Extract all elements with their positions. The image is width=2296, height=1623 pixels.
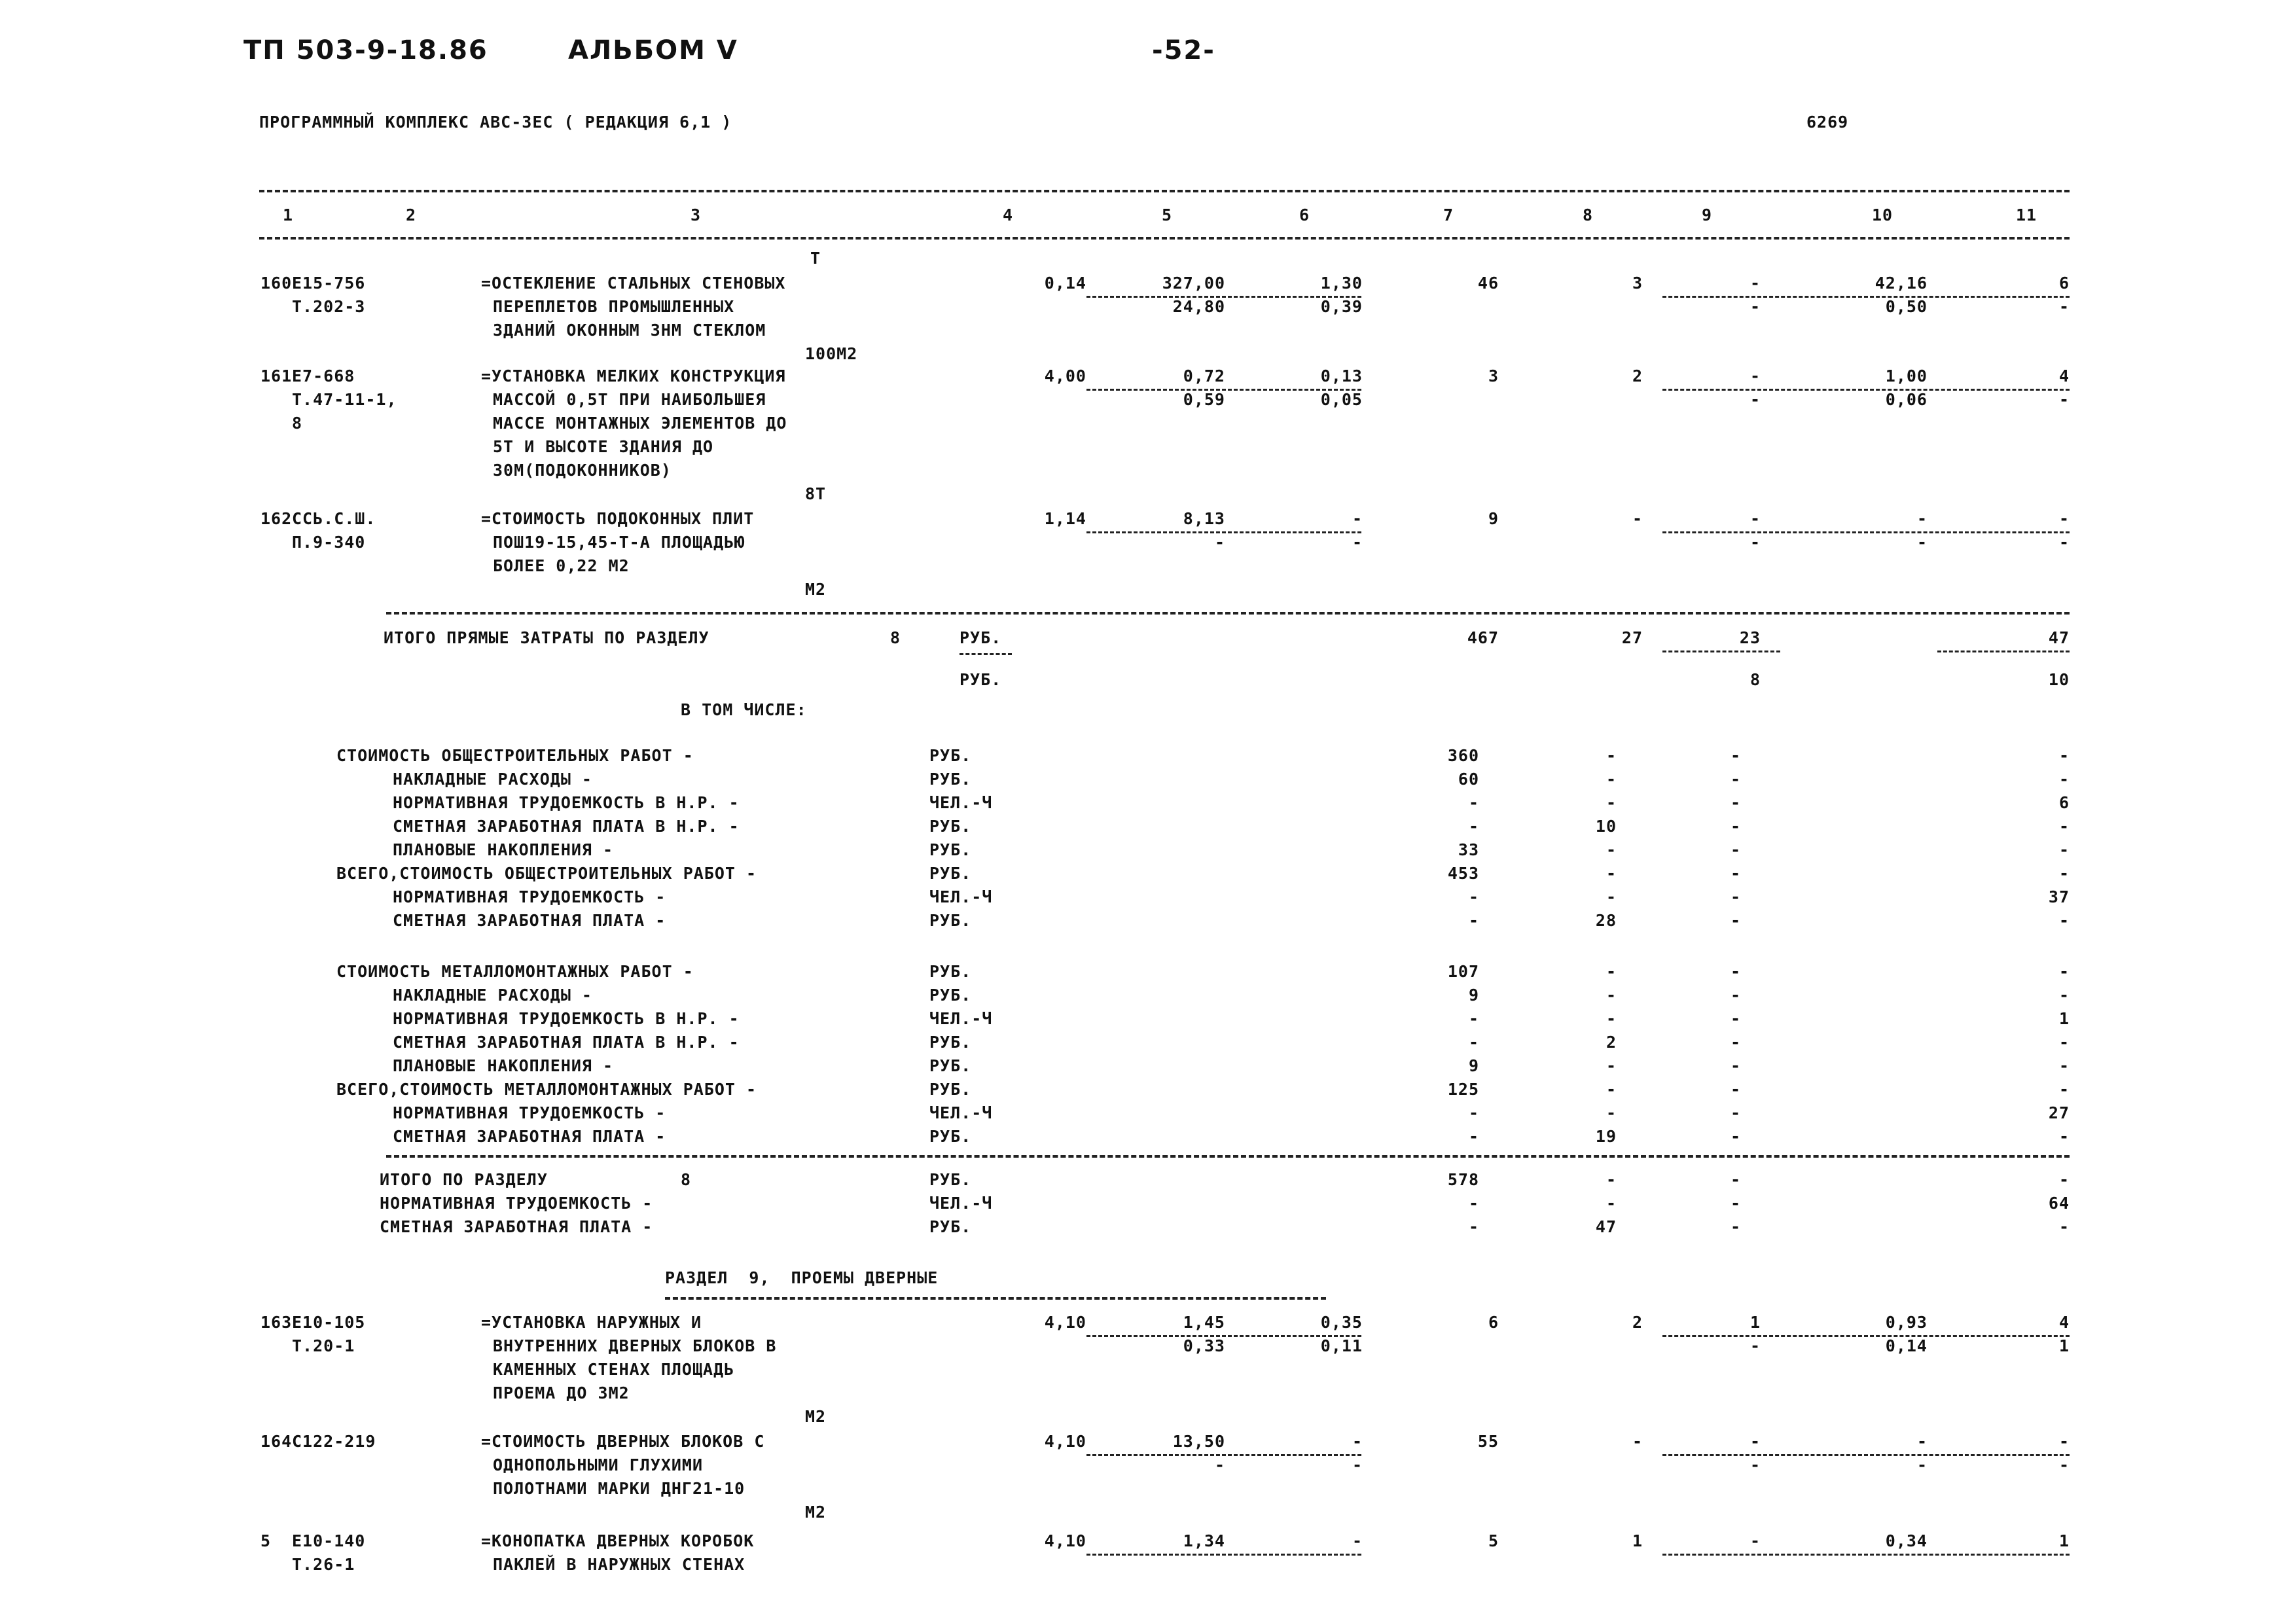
unit-price-sub: 0,33 bbox=[1183, 1336, 1225, 1355]
labor-total: - bbox=[2058, 1127, 2070, 1146]
unit: РУБ. bbox=[929, 864, 972, 883]
total-wage: 1 bbox=[1632, 1531, 1643, 1550]
total-cost: - bbox=[1468, 1103, 1479, 1122]
machine-cost: - bbox=[1730, 1127, 1741, 1146]
total-cost: 125 bbox=[1447, 1080, 1479, 1099]
summary-label: НАКЛАДНЫЕ РАСХОДЫ - bbox=[393, 986, 592, 1005]
item-code: Е7-668 bbox=[292, 366, 355, 385]
total-wage: 3 bbox=[1632, 274, 1643, 293]
column-number: 9 bbox=[1702, 205, 1713, 224]
item-number: 163 bbox=[260, 1313, 293, 1332]
total-wage: 19 bbox=[1595, 1127, 1617, 1146]
total-cost: - bbox=[1468, 911, 1479, 930]
item-description: =УСТАНОВКА МЕЛКИХ КОНСТРУКЦИЯ bbox=[481, 366, 786, 385]
machine-cost: - bbox=[1749, 509, 1761, 528]
unit-wage: - bbox=[1352, 1432, 1363, 1451]
item-unit: М2 bbox=[805, 1503, 827, 1522]
item-unit: 8Т bbox=[805, 484, 827, 503]
item-code: Т.47-11-1, bbox=[292, 390, 397, 409]
total-cost: - bbox=[1468, 793, 1479, 812]
total-cost: 107 bbox=[1447, 962, 1479, 981]
labor-total: - bbox=[2058, 1056, 2070, 1075]
unit: РУБ. bbox=[929, 911, 972, 930]
machine-cost: - bbox=[1730, 817, 1741, 836]
machine-cost: - bbox=[1730, 986, 1741, 1005]
summary-label: СМЕТНАЯ ЗАРАБОТНАЯ ПЛАТА - bbox=[393, 911, 666, 930]
unit: РУБ. bbox=[960, 628, 1002, 647]
unit: РУБ. bbox=[929, 1170, 972, 1189]
summary-label: ВСЕГО,СТОИМОСТЬ МЕТАЛЛОМОНТАЖНЫХ РАБОТ - bbox=[336, 1080, 757, 1099]
total-direct-label: ИТОГО ПРЯМЫЕ ЗАТРАТЫ ПО РАЗДЕЛУ bbox=[384, 628, 709, 647]
labor-total: 6 bbox=[2058, 793, 2070, 812]
total-wage: 2 bbox=[1632, 1313, 1643, 1332]
summary-label: СМЕТНАЯ ЗАРАБОТНАЯ ПЛАТА - bbox=[380, 1217, 653, 1236]
unit-price: 1,45 bbox=[1183, 1313, 1225, 1332]
cell-rule bbox=[1662, 651, 1780, 652]
item-quantity: 4,00 bbox=[1044, 366, 1086, 385]
summary-label: НОРМАТИВНАЯ ТРУДОЕМКОСТЬ В Н.Р. - bbox=[393, 1009, 740, 1028]
total-cost: 467 bbox=[1467, 628, 1499, 647]
item-unit: М2 bbox=[805, 580, 827, 599]
total-cost: - bbox=[1468, 1033, 1479, 1052]
total-cost: - bbox=[1468, 1009, 1479, 1028]
document-id: 6269 bbox=[1806, 113, 1849, 132]
item-code: Т.202-3 bbox=[292, 297, 366, 316]
unit: ЧЕЛ.-Ч bbox=[929, 1194, 993, 1213]
column-number: 10 bbox=[1872, 205, 1893, 224]
column-number: 5 bbox=[1162, 205, 1173, 224]
program-title: ПРОГРАММНЫЙ КОМПЛЕКС АВС-3ЕС ( РЕДАКЦИЯ 6,1 ) bbox=[259, 113, 732, 132]
unit-wage-sub: - bbox=[1352, 1455, 1363, 1474]
labor-total-sub: - bbox=[2058, 297, 2070, 316]
labor-unit-sub: 0,14 bbox=[1885, 1336, 1928, 1355]
summary-label: ПЛАНОВЫЕ НАКОПЛЕНИЯ - bbox=[393, 840, 614, 859]
total-wage: - bbox=[1632, 1432, 1643, 1451]
unit-wage: 0,35 bbox=[1320, 1313, 1363, 1332]
total-wage: - bbox=[1605, 864, 1617, 883]
unit: ЧЕЛ.-Ч bbox=[929, 1009, 993, 1028]
labor-total: 27 bbox=[2048, 1103, 2070, 1122]
unit-price: 0,72 bbox=[1183, 366, 1225, 385]
summary-label: СМЕТНАЯ ЗАРАБОТНАЯ ПЛАТА В Н.Р. - bbox=[393, 1033, 740, 1052]
total-cost: 3 bbox=[1488, 366, 1499, 385]
total-cost: - bbox=[1468, 1127, 1479, 1146]
summary-label: ИТОГО ПО РАЗДЕЛУ bbox=[380, 1170, 548, 1189]
total-wage: 2 bbox=[1605, 1033, 1617, 1052]
section-underline bbox=[665, 1297, 1326, 1300]
unit-price-sub: 0,59 bbox=[1183, 390, 1225, 409]
unit-price: 327,00 bbox=[1162, 274, 1225, 293]
summary-label: СМЕТНАЯ ЗАРАБОТНАЯ ПЛАТА В Н.Р. - bbox=[393, 817, 740, 836]
machine-cost: - bbox=[1730, 770, 1741, 789]
item-description: ПРОЕМА ДО 3М2 bbox=[493, 1383, 630, 1402]
machine-cost-sub: - bbox=[1749, 297, 1761, 316]
item-number: 5 bbox=[260, 1531, 272, 1550]
labor-total: - bbox=[2058, 1170, 2070, 1189]
column-number: 2 bbox=[406, 205, 417, 224]
unit: РУБ. bbox=[929, 962, 972, 981]
machine-cost: - bbox=[1730, 864, 1741, 883]
labor-unit: - bbox=[1916, 509, 1928, 528]
total-cost: 6 bbox=[1488, 1313, 1499, 1332]
machine-cost: - bbox=[1730, 962, 1741, 981]
unit: РУБ. bbox=[929, 986, 972, 1005]
unit: РУБ. bbox=[929, 1056, 972, 1075]
item-number: 161 bbox=[260, 366, 293, 385]
total-wage: - bbox=[1605, 793, 1617, 812]
column-number: 7 bbox=[1443, 205, 1454, 224]
item-quantity: 4,10 bbox=[1044, 1531, 1086, 1550]
including-label: В ТОМ ЧИСЛЕ: bbox=[681, 700, 807, 719]
labor-total: 1 bbox=[2058, 1531, 2070, 1550]
labor-unit: - bbox=[1916, 1432, 1928, 1451]
item-code: Е10-105 bbox=[292, 1313, 366, 1332]
total-cost: 46 bbox=[1477, 274, 1499, 293]
item-description: =КОНОПАТКА ДВЕРНЫХ КОРОБОК bbox=[481, 1531, 755, 1550]
summary-label: НОРМАТИВНАЯ ТРУДОЕМКОСТЬ - bbox=[393, 887, 666, 906]
unit: РУБ. bbox=[929, 746, 972, 765]
item-code: Т.26-1 bbox=[292, 1555, 355, 1574]
machine-cost: - bbox=[1730, 1080, 1741, 1099]
machine-cost: - bbox=[1730, 911, 1741, 930]
summary-label: НОРМАТИВНАЯ ТРУДОЕМКОСТЬ В Н.Р. - bbox=[393, 793, 740, 812]
summary-label: СТОИМОСТЬ МЕТАЛЛОМОНТАЖНЫХ РАБОТ - bbox=[336, 962, 694, 981]
unit: РУБ. bbox=[960, 670, 1002, 689]
unit: РУБ. bbox=[929, 817, 972, 836]
item-description: =СТОИМОСТЬ ДВЕРНЫХ БЛОКОВ С bbox=[481, 1432, 765, 1451]
unit-wage: 1,30 bbox=[1320, 274, 1363, 293]
machine-cost-sub: - bbox=[1749, 390, 1761, 409]
total-cost: 55 bbox=[1477, 1432, 1499, 1451]
total-cost: 578 bbox=[1447, 1170, 1479, 1189]
machine-cost: - bbox=[1749, 1531, 1761, 1550]
labor-unit: 0,34 bbox=[1885, 1531, 1928, 1550]
total-cost: 360 bbox=[1447, 746, 1479, 765]
total-wage: - bbox=[1605, 1009, 1617, 1028]
cell-rule bbox=[1662, 1554, 2070, 1556]
total-wage: - bbox=[1605, 986, 1617, 1005]
total-cost: 60 bbox=[1458, 770, 1479, 789]
item-unit: М2 bbox=[805, 1407, 827, 1426]
total-wage: - bbox=[1605, 887, 1617, 906]
machine-cost: - bbox=[1730, 1103, 1741, 1122]
unit-wage-sub: 0,39 bbox=[1320, 297, 1363, 316]
labor-total: - bbox=[2058, 986, 2070, 1005]
column-number: 1 bbox=[283, 205, 294, 224]
item-description: ОДНОПОЛЬНЫМИ ГЛУХИМИ bbox=[493, 1455, 704, 1474]
machine-cost: - bbox=[1730, 746, 1741, 765]
labor-total: 6 bbox=[2058, 274, 2070, 293]
labor-total: - bbox=[2058, 1080, 2070, 1099]
item-description: КАМЕННЫХ СТЕНАХ ПЛОЩАДЬ bbox=[493, 1360, 735, 1379]
unit-price-sub: - bbox=[1214, 533, 1225, 552]
total-wage: - bbox=[1605, 770, 1617, 789]
labor-total: 1 bbox=[2058, 1009, 2070, 1028]
total-cost: - bbox=[1468, 817, 1479, 836]
unit-price: 1,34 bbox=[1183, 1531, 1225, 1550]
total-cost: - bbox=[1468, 1194, 1479, 1213]
machine-cost-sub: - bbox=[1749, 1336, 1761, 1355]
item-description: 30М(ПОДОКОННИКОВ) bbox=[493, 461, 672, 480]
item-description: ПОШ19-15,45-Т-А ПЛОЩАДЬЮ bbox=[493, 533, 745, 552]
machine-cost: 1 bbox=[1749, 1313, 1761, 1332]
item-description: =УСТАНОВКА НАРУЖНЫХ И bbox=[481, 1313, 702, 1332]
total-wage: - bbox=[1605, 1194, 1617, 1213]
machine-cost: - bbox=[1730, 1217, 1741, 1236]
total-cost: 453 bbox=[1447, 864, 1479, 883]
item-description: ПАКЛЕЙ В НАРУЖНЫХ СТЕНАХ bbox=[493, 1555, 745, 1574]
item-quantity: 0,14 bbox=[1044, 274, 1086, 293]
labor-total: - bbox=[2058, 1217, 2070, 1236]
labor-total: - bbox=[2058, 770, 2070, 789]
labor-unit: 1,00 bbox=[1885, 366, 1928, 385]
cell-rule bbox=[960, 653, 1012, 655]
machine-cost: - bbox=[1730, 793, 1741, 812]
labor-unit-sub: 0,50 bbox=[1885, 297, 1928, 316]
item-code: ССЬ.С.Ш. bbox=[292, 509, 376, 528]
item-description: =ОСТЕКЛЕНИЕ СТАЛЬНЫХ СТЕНОВЫХ bbox=[481, 274, 786, 293]
unit-price-sub: - bbox=[1214, 1455, 1225, 1474]
item-quantity: 1,14 bbox=[1044, 509, 1086, 528]
rule-header bbox=[259, 237, 2070, 240]
item-number: 164 bbox=[260, 1432, 293, 1451]
unit: РУБ. bbox=[929, 1033, 972, 1052]
item-code: Т.20-1 bbox=[292, 1336, 355, 1355]
column-number: 3 bbox=[691, 205, 702, 224]
item-description: ЗДАНИЙ ОКОННЫМ ЗНМ СТЕКЛОМ bbox=[493, 321, 766, 340]
total-cost: - bbox=[1468, 887, 1479, 906]
item-description: =СТОИМОСТЬ ПОДОКОННЫХ ПЛИТ bbox=[481, 509, 755, 528]
item-number: 162 bbox=[260, 509, 293, 528]
item-number: 160 bbox=[260, 274, 293, 293]
machine-cost: - bbox=[1730, 887, 1741, 906]
machine-cost: - bbox=[1730, 1033, 1741, 1052]
column-number: 11 bbox=[2016, 205, 2037, 224]
labor-total-sub: 1 bbox=[2058, 1336, 2070, 1355]
item-code: С122-219 bbox=[292, 1432, 376, 1451]
machine-cost: - bbox=[1730, 1056, 1741, 1075]
labor-total-sub: 10 bbox=[2048, 670, 2070, 689]
unit-wage-sub: 0,05 bbox=[1320, 390, 1363, 409]
labor-total: - bbox=[2058, 911, 2070, 930]
item-code: 8 bbox=[292, 414, 303, 433]
labor-unit-sub: - bbox=[1916, 533, 1928, 552]
total-cost: 33 bbox=[1458, 840, 1479, 859]
summary-label: СМЕТНАЯ ЗАРАБОТНАЯ ПЛАТА - bbox=[393, 1127, 666, 1146]
column-number: 6 bbox=[1299, 205, 1310, 224]
labor-total-sub: - bbox=[2058, 390, 2070, 409]
document-code: ТП 503-9-18.86 bbox=[243, 35, 488, 65]
section-heading: РАЗДЕЛ 9, ПРОЕМЫ ДВЕРНЫЕ bbox=[665, 1268, 939, 1287]
machine-cost: 23 bbox=[1739, 628, 1761, 647]
total-wage: - bbox=[1605, 962, 1617, 981]
total-wage: 47 bbox=[1595, 1217, 1617, 1236]
item-description: ВНУТРЕННИХ ДВЕРНЫХ БЛОКОВ В bbox=[493, 1336, 777, 1355]
total-cost: 9 bbox=[1468, 986, 1479, 1005]
machine-cost: - bbox=[1730, 1009, 1741, 1028]
labor-total: - bbox=[2058, 1033, 2070, 1052]
machine-cost: - bbox=[1730, 840, 1741, 859]
unit-wage-sub: - bbox=[1352, 533, 1363, 552]
item-unit: 100М2 bbox=[805, 344, 858, 363]
item-description: ПЕРЕПЛЕТОВ ПРОМЫШЛЕННЫХ bbox=[493, 297, 735, 316]
unit-wage: 0,13 bbox=[1320, 366, 1363, 385]
total-wage: - bbox=[1605, 840, 1617, 859]
column-number: 4 bbox=[1003, 205, 1014, 224]
item-code: П.9-340 bbox=[292, 533, 366, 552]
machine-cost: - bbox=[1730, 1170, 1741, 1189]
total-cost: 9 bbox=[1488, 509, 1499, 528]
column-number: 8 bbox=[1583, 205, 1594, 224]
summary-label: СТОИМОСТЬ ОБЩЕСТРОИТЕЛЬНЫХ РАБОТ - bbox=[336, 746, 694, 765]
unit-price: 8,13 bbox=[1183, 509, 1225, 528]
machine-cost: - bbox=[1730, 1194, 1741, 1213]
total-wage: 2 bbox=[1632, 366, 1643, 385]
unit: РУБ. bbox=[929, 770, 972, 789]
page-number: -52- bbox=[1152, 35, 1215, 65]
labor-total: 47 bbox=[2048, 628, 2070, 647]
labor-total-sub: - bbox=[2058, 533, 2070, 552]
unit: РУБ. bbox=[929, 1080, 972, 1099]
total-wage: - bbox=[1605, 1056, 1617, 1075]
unit: ЧЕЛ.-Ч bbox=[929, 793, 993, 812]
cell-rule bbox=[1086, 1554, 1361, 1556]
summary-label: НАКЛАДНЫЕ РАСХОДЫ - bbox=[393, 770, 592, 789]
total-wage: - bbox=[1605, 1103, 1617, 1122]
item-description: БОЛЕЕ 0,22 М2 bbox=[493, 556, 630, 575]
labor-total: - bbox=[2058, 1432, 2070, 1451]
total-wage: - bbox=[1605, 1080, 1617, 1099]
total-wage: 27 bbox=[1621, 628, 1643, 647]
total-wage: - bbox=[1632, 509, 1643, 528]
machine-cost: - bbox=[1749, 1432, 1761, 1451]
item-quantity: 4,10 bbox=[1044, 1432, 1086, 1451]
cell-rule bbox=[1937, 651, 2070, 652]
item-code: Е15-756 bbox=[292, 274, 366, 293]
summary-label: НОРМАТИВНАЯ ТРУДОЕМКОСТЬ - bbox=[393, 1103, 666, 1122]
labor-total: 4 bbox=[2058, 1313, 2070, 1332]
labor-total: - bbox=[2058, 962, 2070, 981]
labor-total-sub: - bbox=[2058, 1455, 2070, 1474]
labor-unit-sub: - bbox=[1916, 1455, 1928, 1474]
unit: РУБ. bbox=[929, 1217, 972, 1236]
labor-total: - bbox=[2058, 509, 2070, 528]
total-cost: - bbox=[1468, 1217, 1479, 1236]
labor-total: 64 bbox=[2048, 1194, 2070, 1213]
labor-total: 37 bbox=[2048, 887, 2070, 906]
labor-total: - bbox=[2058, 746, 2070, 765]
labor-total: 4 bbox=[2058, 366, 2070, 385]
summary-label: ПЛАНОВЫЕ НАКОПЛЕНИЯ - bbox=[393, 1056, 614, 1075]
item-code: Е10-140 bbox=[292, 1531, 366, 1550]
unit-wage-sub: 0,11 bbox=[1320, 1336, 1363, 1355]
item-description: МАССЕ МОНТАЖНЫХ ЭЛЕМЕНТОВ ДО bbox=[493, 414, 787, 433]
section-number: 8 bbox=[681, 1170, 692, 1189]
item-description: ПОЛОТНАМИ МАРКИ ДНГ21-10 bbox=[493, 1479, 745, 1498]
machine-cost-sub: 8 bbox=[1749, 670, 1761, 689]
summary-label: НОРМАТИВНАЯ ТРУДОЕМКОСТЬ - bbox=[380, 1194, 653, 1213]
unit: РУБ. bbox=[929, 1127, 972, 1146]
unit-wage: - bbox=[1352, 509, 1363, 528]
labor-total: - bbox=[2058, 840, 2070, 859]
unit-price-sub: 24,80 bbox=[1172, 297, 1225, 316]
album-label: АЛЬБОМ V bbox=[568, 35, 738, 65]
total-cost: 9 bbox=[1468, 1056, 1479, 1075]
total-wage: 10 bbox=[1595, 817, 1617, 836]
section-number: 8 bbox=[890, 628, 901, 647]
labor-unit: 42,16 bbox=[1874, 274, 1928, 293]
unit: ЧЕЛ.-Ч bbox=[929, 1103, 993, 1122]
total-wage: - bbox=[1605, 746, 1617, 765]
unit: РУБ. bbox=[929, 840, 972, 859]
machine-cost-sub: - bbox=[1749, 533, 1761, 552]
total-wage: - bbox=[1605, 1170, 1617, 1189]
machine-cost: - bbox=[1749, 366, 1761, 385]
total-cost: 5 bbox=[1488, 1531, 1499, 1550]
rule-total bbox=[386, 612, 2070, 615]
unit: ЧЕЛ.-Ч bbox=[929, 887, 993, 906]
t-mark: Т bbox=[810, 249, 821, 268]
item-quantity: 4,10 bbox=[1044, 1313, 1086, 1332]
machine-cost-sub: - bbox=[1749, 1455, 1761, 1474]
labor-total: - bbox=[2058, 817, 2070, 836]
item-description: МАССОЙ 0,5Т ПРИ НАИБОЛЬШЕЯ bbox=[493, 390, 766, 409]
summary-label: ВСЕГО,СТОИМОСТЬ ОБЩЕСТРОИТЕЛЬНЫХ РАБОТ - bbox=[336, 864, 757, 883]
total-wage: 28 bbox=[1595, 911, 1617, 930]
unit-price: 13,50 bbox=[1172, 1432, 1225, 1451]
labor-total: - bbox=[2058, 864, 2070, 883]
machine-cost: - bbox=[1749, 274, 1761, 293]
rule-section-total bbox=[386, 1155, 2070, 1158]
rule-top bbox=[259, 190, 2070, 192]
unit-wage: - bbox=[1352, 1531, 1363, 1550]
labor-unit-sub: 0,06 bbox=[1885, 390, 1928, 409]
labor-unit: 0,93 bbox=[1885, 1313, 1928, 1332]
item-description: 5Т И ВЫСОТЕ ЗДАНИЯ ДО bbox=[493, 437, 714, 456]
